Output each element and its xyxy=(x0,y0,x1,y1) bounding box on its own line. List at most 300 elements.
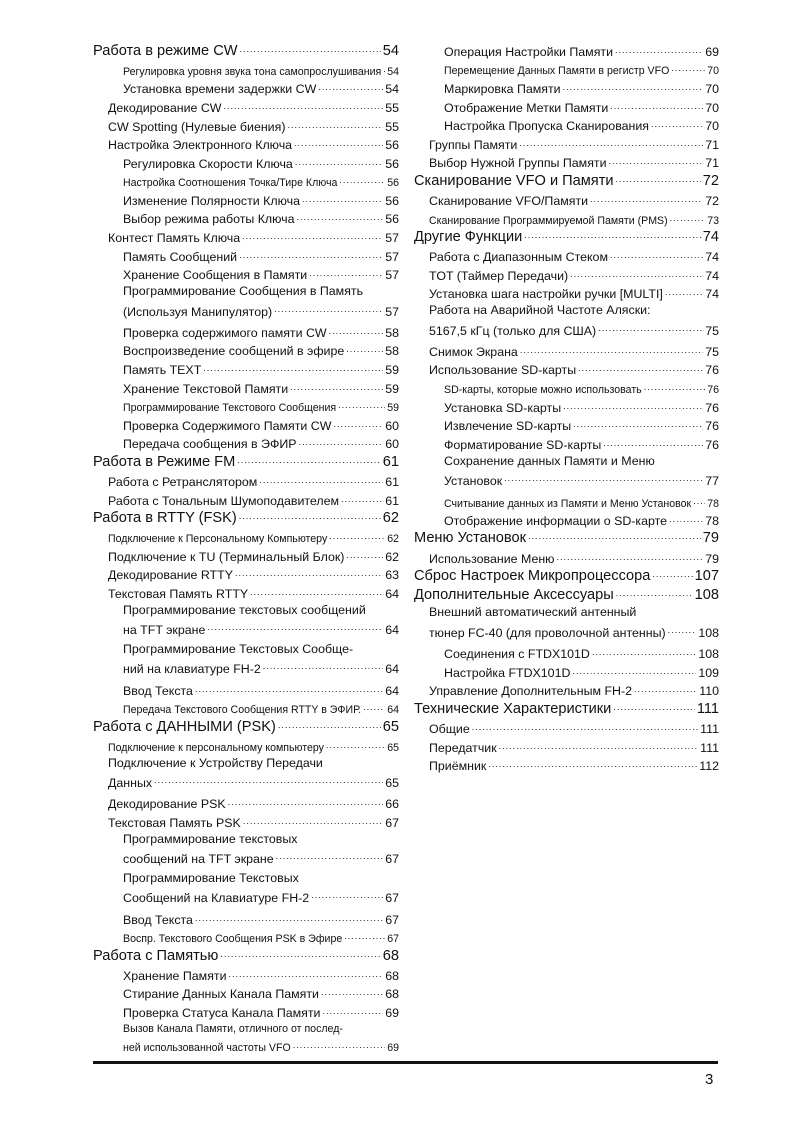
dot-leader xyxy=(616,584,693,602)
toc-entry[interactable] xyxy=(93,79,399,98)
toc-entry-title: Сброс Настроек Микропроцессора xyxy=(414,567,651,584)
dot-leader xyxy=(671,62,705,75)
dot-leader xyxy=(311,886,383,904)
toc-entry-title: Настройка FTDX101D xyxy=(444,665,571,680)
toc-entry[interactable] xyxy=(414,115,719,134)
toc-entry-page: 111 xyxy=(700,740,719,755)
toc-entry-page: 65 xyxy=(382,718,399,735)
toc-entry-title: Дополнительные Аксессуары xyxy=(414,586,614,603)
toc-entry[interactable] xyxy=(414,209,719,228)
toc-entry[interactable] xyxy=(93,1002,399,1021)
toc-entry[interactable] xyxy=(93,583,399,602)
toc-entry[interactable] xyxy=(93,965,399,984)
dot-leader xyxy=(609,153,704,168)
toc-entry[interactable] xyxy=(93,527,399,546)
toc-entry-page: 79 xyxy=(705,551,719,566)
toc-entry-title-continued: Сообщений на Клавиатуре FH-2 xyxy=(123,891,310,906)
toc-entry[interactable] xyxy=(414,510,719,529)
dot-leader xyxy=(329,530,385,543)
toc-entry[interactable] xyxy=(93,717,399,736)
toc-entry-title: Воспр. Текстового Сообщения PSK в Эфире xyxy=(123,933,343,946)
toc-entry-title-continued: Данных xyxy=(108,776,153,791)
toc-entry-page: 59 xyxy=(385,381,399,396)
toc-entry[interactable] xyxy=(414,360,719,379)
toc-entry[interactable] xyxy=(93,736,399,755)
toc-entry-page: 70 xyxy=(705,119,719,134)
toc-entry[interactable] xyxy=(93,116,399,135)
dot-leader xyxy=(259,472,383,487)
toc-entry[interactable] xyxy=(93,831,399,870)
dot-leader xyxy=(240,40,381,58)
toc-entry-title: CW Spotting (Нулевые биения) xyxy=(108,119,286,134)
dot-leader xyxy=(488,756,697,771)
toc-entry-title: Стирание Данных Канала Памяти xyxy=(123,987,319,1002)
toc-entry-page: 74 xyxy=(705,287,719,302)
toc-entry-title: Регулировка уровня звука тона самопрослушивания xyxy=(123,65,382,78)
toc-entry-page: 111 xyxy=(700,721,719,736)
toc-entry[interactable] xyxy=(414,284,719,303)
toc-entry[interactable] xyxy=(414,737,719,756)
dot-leader xyxy=(668,621,697,639)
dot-leader xyxy=(309,265,383,280)
dot-leader xyxy=(520,342,703,357)
toc-entry-page: 67 xyxy=(385,891,399,906)
toc-entry-title: Группы Памяти xyxy=(429,137,518,152)
toc-entry-page: 62 xyxy=(385,549,399,564)
toc-entry-title: Декодирование RTTY xyxy=(108,568,233,583)
toc-entry-title: Хранение Сообщения в Памяти xyxy=(123,268,308,283)
dot-leader xyxy=(669,511,703,526)
toc-entry-page: 56 xyxy=(385,193,399,208)
toc-entry-page: 56 xyxy=(385,156,399,171)
toc-entry-title: Считывание данных из Памяти и Меню Установок xyxy=(444,497,692,510)
dot-leader xyxy=(524,226,700,244)
toc-entry-page: 107 xyxy=(694,567,719,584)
toc-entry[interactable] xyxy=(93,471,399,490)
toc-entry[interactable] xyxy=(414,246,719,265)
dot-leader xyxy=(499,738,699,753)
toc-entry-title: Работа с Тональным Шумоподавителем xyxy=(108,493,340,508)
toc-entry-title: Технические Характеристики xyxy=(414,700,612,717)
dot-leader xyxy=(294,135,383,150)
toc-entry-page: 59 xyxy=(387,402,399,415)
dot-leader xyxy=(338,399,385,412)
toc-entry-page: 61 xyxy=(385,475,399,489)
toc-entry[interactable] xyxy=(93,172,399,191)
dot-leader xyxy=(472,719,698,734)
toc-entry[interactable] xyxy=(93,41,399,60)
toc-entry[interactable] xyxy=(93,397,399,416)
toc-entry[interactable] xyxy=(93,415,399,434)
dot-leader xyxy=(228,794,384,809)
toc-entry-title: Декодирование CW xyxy=(108,100,222,115)
dot-leader xyxy=(610,247,703,262)
toc-entry[interactable] xyxy=(414,585,719,604)
toc-entry-title: Проверка Содержимого Памяти CW xyxy=(123,418,332,433)
toc-entry[interactable] xyxy=(414,529,719,548)
toc-entry-page: 76 xyxy=(705,419,719,434)
toc-entry[interactable] xyxy=(93,246,399,265)
toc-entry[interactable] xyxy=(414,548,719,567)
toc-entry-page: 60 xyxy=(385,437,399,452)
toc-entry-title: Передача Текстового Сообщения RTTY в ЭФИР. xyxy=(123,704,362,717)
dot-leader xyxy=(383,63,385,76)
toc-entry-title: Перемещение Данных Памяти в регистр VFO xyxy=(444,65,670,78)
toc-entry[interactable] xyxy=(414,190,719,209)
dot-leader xyxy=(616,170,701,188)
toc-entry-page: 65 xyxy=(385,776,399,791)
toc-entry[interactable] xyxy=(414,604,719,643)
toc-entry-page: 64 xyxy=(385,623,399,638)
toc-entry[interactable] xyxy=(93,870,399,909)
toc-entry[interactable] xyxy=(414,41,719,60)
dot-leader xyxy=(651,116,703,131)
toc-entry-title: Работа в Режиме FM xyxy=(93,453,236,470)
dot-leader xyxy=(295,154,383,169)
dot-leader xyxy=(195,681,383,696)
toc-entry[interactable] xyxy=(414,227,719,246)
toc-entry[interactable] xyxy=(93,452,399,471)
toc-entry-title-continued: Установок xyxy=(444,474,503,489)
toc-entry-page: 76 xyxy=(705,400,719,415)
toc-entry[interactable] xyxy=(414,171,719,190)
toc-entry-title: Вызов Канала Памяти, отличного от послед- xyxy=(123,1022,343,1035)
toc-entry-page: 110 xyxy=(699,684,719,699)
toc-entry[interactable] xyxy=(414,97,719,116)
toc-entry-title: Работа с Памятью xyxy=(93,947,219,964)
toc-entry-title: Работа с ДАННЫМИ (PSK) xyxy=(93,718,276,735)
toc-entry-title: Хранение Памяти xyxy=(123,968,227,983)
dot-leader xyxy=(592,644,696,659)
dot-leader xyxy=(250,584,383,599)
toc-entry-title-continued: сообщений на TFT экране xyxy=(123,852,274,867)
dot-leader xyxy=(572,663,696,678)
toc-entry-page: 74 xyxy=(702,228,719,245)
toc-entry[interactable] xyxy=(414,378,719,397)
toc-entry-page: 77 xyxy=(705,474,719,489)
dot-leader xyxy=(610,98,703,113)
toc-entry-page: 64 xyxy=(385,683,399,698)
toc-entry-page: 70 xyxy=(705,81,719,96)
toc-entry[interactable] xyxy=(93,209,399,228)
toc-entry-title: Меню Установок xyxy=(414,530,526,547)
toc-entry[interactable] xyxy=(93,97,399,116)
toc-entry-title: Подключение к TU (Терминальный Блок) xyxy=(108,549,345,564)
dot-leader xyxy=(203,360,383,375)
toc-entry-page: 56 xyxy=(385,212,399,227)
toc-entry-title-continued: ней использованной частоты VFO xyxy=(123,1042,291,1055)
toc-entry[interactable] xyxy=(93,341,399,360)
toc-entry[interactable] xyxy=(93,755,399,794)
toc-entry-title: Программирование текстовых xyxy=(123,831,298,846)
toc-entry-title: Память TEXT xyxy=(123,363,202,378)
toc-entry-title: Декодирование PSK xyxy=(108,797,226,812)
toc-entry[interactable] xyxy=(93,565,399,584)
toc-entry[interactable] xyxy=(414,153,719,172)
toc-entry-page: 76 xyxy=(705,437,719,452)
toc-entry-page: 64 xyxy=(385,586,399,601)
dot-leader xyxy=(239,247,383,262)
toc-entry-title-continued: (Используя Манипулятор) xyxy=(123,304,273,319)
dot-leader xyxy=(235,565,383,580)
dot-leader xyxy=(239,507,381,525)
toc-entry-title: Настройка Соотношения Точка/Тире Ключа xyxy=(123,177,338,190)
dot-leader xyxy=(302,191,383,206)
toc-entry[interactable] xyxy=(93,265,399,284)
dot-leader xyxy=(665,284,703,299)
toc-entry[interactable] xyxy=(93,909,399,928)
toc-entry[interactable] xyxy=(93,984,399,1003)
toc-entry-title: Использование Меню xyxy=(429,551,555,566)
toc-entry-title-continued: ний на клавиатуре FH-2 xyxy=(123,662,261,677)
toc-entry[interactable] xyxy=(93,359,399,378)
toc-entry[interactable] xyxy=(414,302,719,341)
dot-leader xyxy=(333,416,383,431)
dot-leader xyxy=(556,549,703,564)
toc-entry-title: Установка шага настройки ручки [MULTI] xyxy=(429,287,663,302)
toc-entry[interactable] xyxy=(93,546,399,565)
toc-entry-page: 68 xyxy=(382,947,399,964)
toc-entry-page: 65 xyxy=(387,741,399,754)
toc-entry-page: 108 xyxy=(698,625,719,640)
toc-entry-title: Подключение к Устройству Передачи xyxy=(108,755,323,770)
toc-entry-title: Маркировка Памяти xyxy=(444,81,561,96)
toc-entry-page: 58 xyxy=(385,344,399,359)
dot-leader xyxy=(326,739,385,752)
toc-entry-title: Работа на Аварийной Частоте Аляски: xyxy=(429,303,651,318)
toc-entry-title: Программирование текстовых сообщений xyxy=(123,602,366,617)
dot-leader xyxy=(263,657,383,675)
dot-leader xyxy=(242,228,383,243)
toc-entry-title: Передача сообщения в ЭФИР xyxy=(123,437,297,452)
toc-entry-page: 109 xyxy=(698,665,719,680)
dot-leader xyxy=(154,771,383,789)
toc-entry[interactable] xyxy=(414,492,719,511)
dot-leader xyxy=(344,930,385,943)
dot-leader xyxy=(578,360,703,375)
toc-entry[interactable] xyxy=(93,60,399,79)
toc-entry[interactable] xyxy=(93,1021,399,1059)
toc-entry[interactable] xyxy=(414,78,719,97)
toc-entry-page: 108 xyxy=(698,647,719,662)
toc-entry[interactable] xyxy=(93,927,399,946)
toc-entry[interactable] xyxy=(93,641,399,680)
toc-entry[interactable] xyxy=(93,322,399,341)
toc-entry-title: Работа в режиме CW xyxy=(93,42,238,59)
dot-leader xyxy=(590,191,703,206)
dot-leader xyxy=(318,79,383,94)
toc-entry-title: Изменение Полярности Ключа xyxy=(123,193,300,208)
dot-leader xyxy=(229,966,384,981)
toc-entry[interactable] xyxy=(93,946,399,965)
toc-entry[interactable] xyxy=(93,283,399,322)
toc-entry-page: 64 xyxy=(387,704,399,717)
toc-entry-page: 56 xyxy=(387,177,399,190)
toc-entry-page: 57 xyxy=(385,268,399,283)
toc-entry-title: Внешний автоматический антенный xyxy=(429,605,637,620)
toc-entry-page: 67 xyxy=(385,912,399,927)
toc-entry[interactable] xyxy=(93,378,399,397)
dot-leader xyxy=(207,618,383,636)
toc-entry[interactable] xyxy=(414,662,719,681)
toc-entry-title: Отображение Метки Памяти xyxy=(444,100,609,115)
dot-leader xyxy=(329,323,384,338)
toc-entry-page: 58 xyxy=(385,325,399,340)
toc-entry[interactable] xyxy=(93,698,399,717)
toc-entry-title: Установка времени задержки CW xyxy=(123,82,317,97)
toc-entry[interactable] xyxy=(414,718,719,737)
toc-entry[interactable] xyxy=(93,134,399,153)
toc-entry-title: SD-карты, которые можно использовать xyxy=(444,384,642,397)
dot-leader xyxy=(528,527,701,545)
dot-leader xyxy=(341,491,383,506)
toc-entry-title: Общие xyxy=(429,721,470,736)
toc-entry-page: 112 xyxy=(699,759,719,774)
toc-entry-title: Извлечение SD-карты xyxy=(444,419,572,434)
dot-leader xyxy=(220,945,380,963)
toc-entry-page: 71 xyxy=(705,156,719,171)
toc-entry-page: 67 xyxy=(385,815,399,830)
page-number: 3 xyxy=(705,1071,714,1088)
dot-leader xyxy=(570,266,703,281)
toc-entry[interactable] xyxy=(93,508,399,527)
toc-entry[interactable] xyxy=(414,60,719,79)
dot-leader xyxy=(652,565,692,583)
toc-entry-page: 68 xyxy=(385,968,399,983)
dot-leader xyxy=(276,847,384,865)
dot-leader xyxy=(563,79,704,94)
toc-entry-title-continued: 5167,5 кГц (только для США) xyxy=(429,323,597,338)
dot-leader xyxy=(563,398,703,413)
dot-leader xyxy=(322,1003,383,1018)
toc-entry[interactable] xyxy=(414,643,719,662)
toc-entry-page: 61 xyxy=(382,453,399,470)
dot-leader xyxy=(290,379,383,394)
toc-entry[interactable] xyxy=(414,699,719,718)
toc-entry[interactable] xyxy=(93,434,399,453)
toc-entry[interactable] xyxy=(414,134,719,153)
toc-entry[interactable] xyxy=(414,453,719,492)
toc-entry-title: Передатчик xyxy=(429,740,497,755)
toc-entry-title: Проверка Статуса Канала Памяти xyxy=(123,1005,321,1020)
toc-entry-title: Установка SD-карты xyxy=(444,400,562,415)
dot-leader xyxy=(223,98,383,113)
toc-entry[interactable] xyxy=(93,680,399,699)
toc-entry-title: Регулировка Скорости Ключа xyxy=(123,156,293,171)
toc-entry-page: 79 xyxy=(702,530,719,547)
toc-entry-page: 62 xyxy=(387,533,399,546)
dot-leader xyxy=(339,174,385,187)
toc-entry[interactable] xyxy=(93,490,399,509)
toc-entry-page: 75 xyxy=(705,323,719,338)
toc-entry-page: 70 xyxy=(707,65,719,78)
toc-entry-page: 68 xyxy=(385,987,399,1002)
toc-entry-page: 66 xyxy=(385,797,399,812)
toc-entry-page: 57 xyxy=(385,304,399,319)
toc-entry-page: 57 xyxy=(385,249,399,264)
toc-entry-title: Программирование Текстовых Сообще- xyxy=(123,641,354,656)
dot-leader xyxy=(598,319,703,337)
toc-entry[interactable] xyxy=(414,416,719,435)
toc-entry[interactable] xyxy=(414,566,719,585)
toc-entry-page: 69 xyxy=(385,1005,399,1020)
dot-leader xyxy=(278,716,381,734)
dot-leader xyxy=(195,910,383,925)
toc-entry-page: 59 xyxy=(385,363,399,378)
toc-entry-page: 64 xyxy=(385,662,399,677)
dot-leader xyxy=(287,117,383,132)
toc-entry-title: Сохранение данных Памяти и Меню xyxy=(444,453,655,468)
dot-leader xyxy=(274,300,383,318)
toc-entry-title: Текстовая Память RTTY xyxy=(108,586,249,601)
toc-entry-title: Управление Дополнительным FH-2 xyxy=(429,684,633,699)
dot-leader xyxy=(243,813,383,828)
toc-entry-title: Память Сообщений xyxy=(123,249,238,264)
toc-entry-page: 108 xyxy=(694,586,719,603)
dot-leader xyxy=(237,451,381,469)
toc-entry-title: Сканирование VFO и Памяти xyxy=(414,172,614,189)
toc-entry-title: Хранение Текстовой Памяти xyxy=(123,381,289,396)
toc-entry-title: Подключение к персональному компьютеру xyxy=(108,741,324,754)
toc-entry-page: 57 xyxy=(385,231,399,246)
toc-entry-title: Отображение информации о SD-карте xyxy=(444,514,668,528)
toc-entry-page: 54 xyxy=(385,82,399,97)
toc-entry-title: Форматирование SD-карты xyxy=(444,437,602,452)
toc-entry[interactable] xyxy=(414,681,719,700)
toc-entry-title: Программирование Текстового Сообщения xyxy=(123,402,337,415)
dot-leader xyxy=(693,495,705,508)
toc-entry-page: 111 xyxy=(696,700,719,717)
toc-entry-title: TOT (Таймер Передачи) xyxy=(429,268,569,283)
toc-entry-page: 62 xyxy=(382,509,399,526)
toc-entry-page: 67 xyxy=(387,933,399,946)
toc-entry-page: 61 xyxy=(385,493,399,508)
toc-entry-page: 71 xyxy=(705,137,719,152)
dot-leader xyxy=(346,341,383,356)
toc-entry-title: Настройка Пропуска Сканирования xyxy=(444,119,650,134)
toc-entry[interactable] xyxy=(414,265,719,284)
dot-leader xyxy=(321,984,383,999)
dot-leader xyxy=(603,435,703,450)
toc-entry-title: Выбор Нужной Группы Памяти xyxy=(429,156,607,171)
toc-entry-page: 74 xyxy=(705,268,719,283)
toc-entry-title: Подключение к Персональному Компьютеру xyxy=(108,533,328,546)
toc-entry-title: Сканирование VFO/Памяти xyxy=(429,193,589,208)
toc-entry[interactable] xyxy=(414,341,719,360)
toc-entry[interactable] xyxy=(93,153,399,172)
dot-leader xyxy=(573,416,703,431)
toc-entry[interactable] xyxy=(93,602,399,641)
toc-entry[interactable] xyxy=(93,794,399,813)
toc-entry-title: Использование SD-карты xyxy=(429,363,577,378)
toc-entry-title: Настройка Электронного Ключа xyxy=(108,138,293,153)
toc-entry-title: Программирование Сообщения в Память xyxy=(123,284,364,299)
toc-entry[interactable] xyxy=(414,755,719,774)
toc-entry[interactable] xyxy=(414,434,719,453)
toc-entry-page: 76 xyxy=(705,363,719,378)
toc-entry-title: Сканирование Программируемой Памяти (PMS) xyxy=(429,214,668,227)
toc-entry[interactable] xyxy=(414,397,719,416)
toc-entry-title: Воспроизведение сообщений в эфире xyxy=(123,344,345,359)
toc-entry-page: 69 xyxy=(387,1042,399,1055)
toc-entry[interactable] xyxy=(93,190,399,209)
toc-entry-title: Операция Настройки Памяти xyxy=(444,44,614,59)
toc-entry[interactable] xyxy=(93,227,399,246)
toc-entry-page: 76 xyxy=(707,384,719,397)
dot-leader xyxy=(613,698,694,716)
toc-entry[interactable] xyxy=(93,812,399,831)
dot-leader xyxy=(670,212,706,225)
